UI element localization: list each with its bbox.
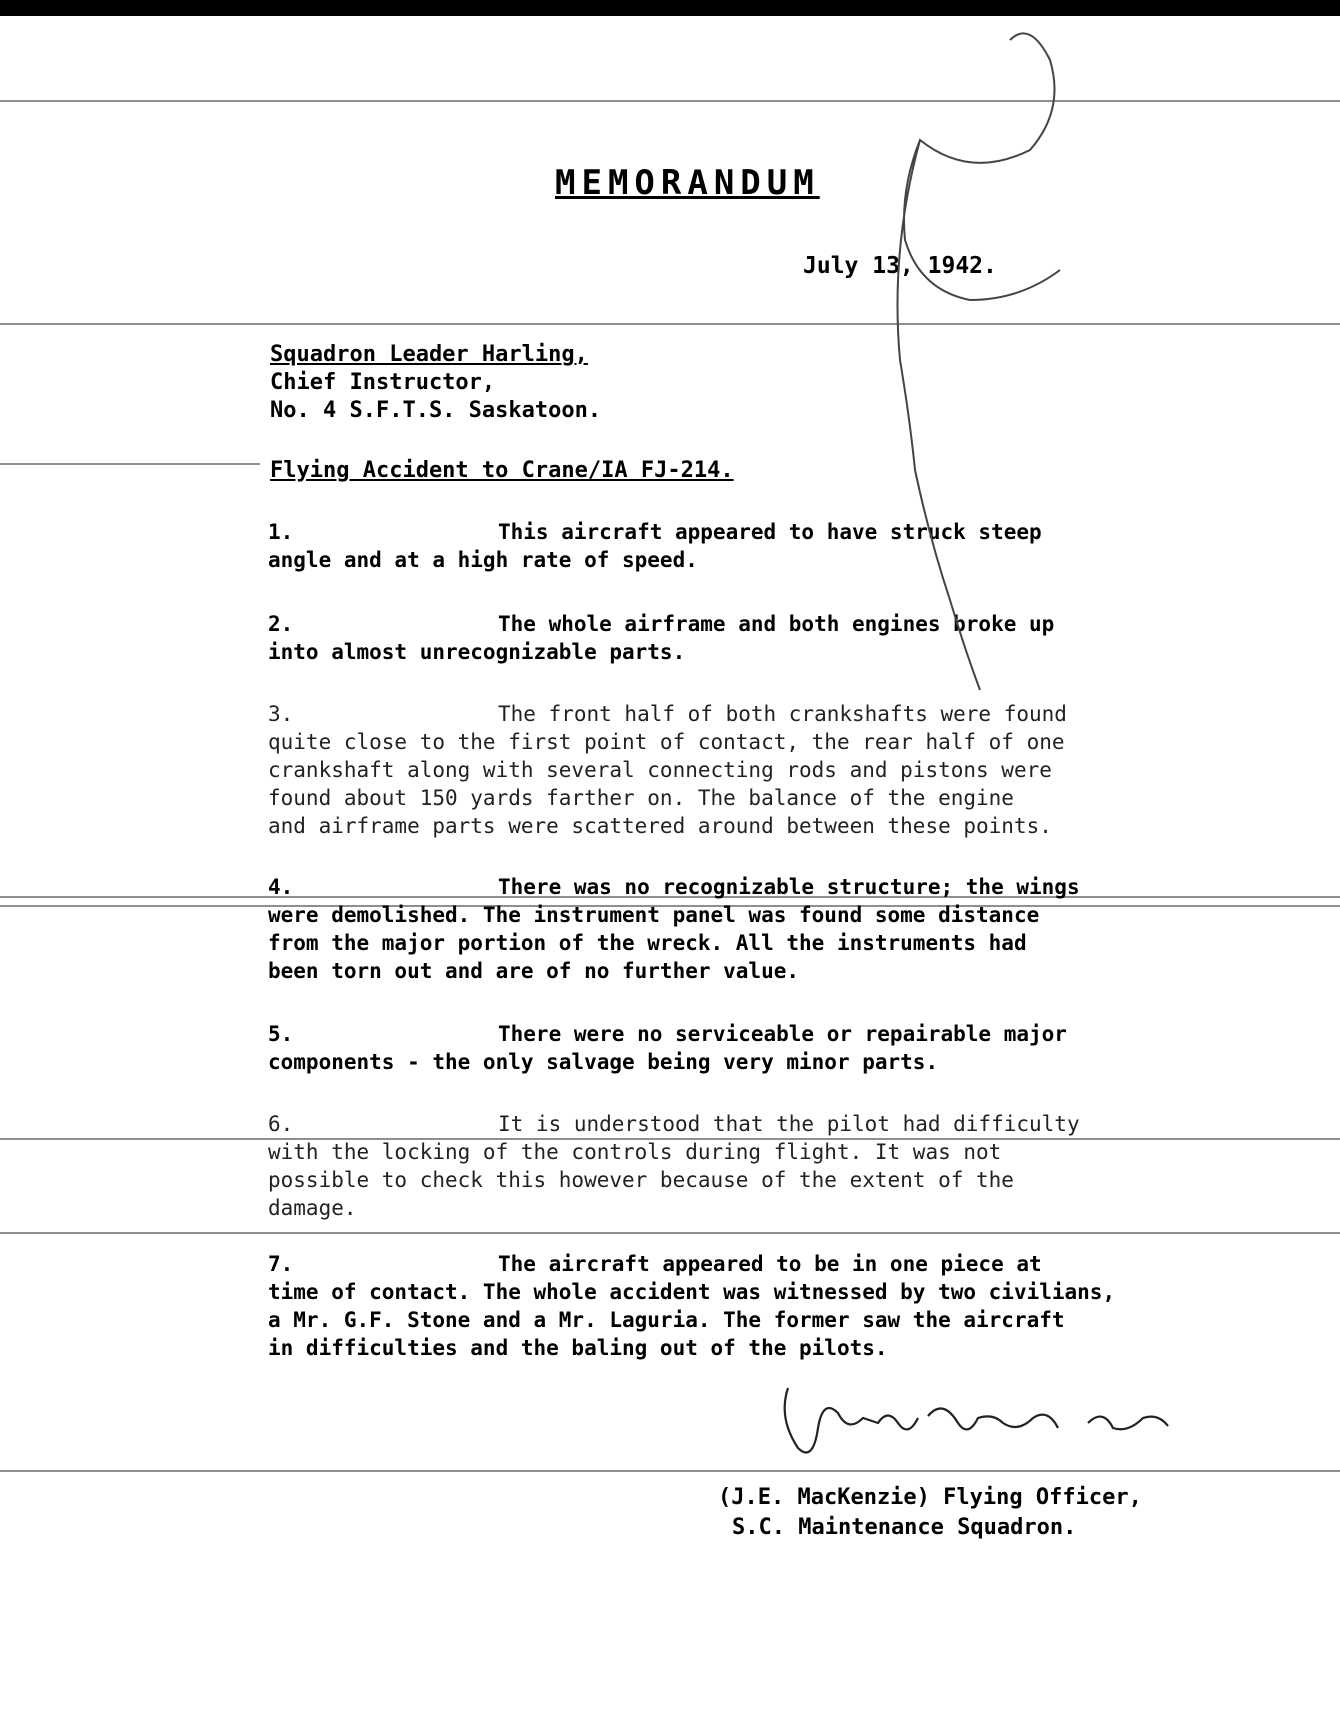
handwritten-signature bbox=[768, 1378, 1208, 1468]
scan-edge-bar bbox=[0, 0, 1340, 16]
paragraph-line: quite close to the first point of contact, the rear half of one bbox=[268, 730, 1065, 754]
memo-title: MEMORANDUM bbox=[555, 163, 820, 203]
paragraph bbox=[268, 1110, 1168, 1222]
paragraph-number: 4. bbox=[268, 875, 294, 899]
paragraph-number: 1. bbox=[268, 520, 294, 544]
paragraph bbox=[268, 1250, 1168, 1362]
paragraph-line: with the locking of the controls during flight. It was not bbox=[268, 1140, 1002, 1164]
signatory-name: (J.E. MacKenzie) Flying Officer, bbox=[718, 1485, 1142, 1510]
paragraph-line: The front half of both crankshafts were found bbox=[498, 702, 1067, 726]
paragraph-line: found about 150 yards farther on. The balance of the engine bbox=[268, 786, 1014, 810]
paragraph-line: been torn out and are of no further value. bbox=[268, 959, 800, 983]
paragraph bbox=[268, 873, 1168, 985]
paragraph-line: and airframe parts were scattered around between these points. bbox=[268, 814, 1052, 838]
paragraph-line: crankshaft along with several connecting rods and pistons were bbox=[268, 758, 1052, 782]
paragraph-line: The whole airframe and both engines broke up bbox=[498, 612, 1055, 636]
scan-artifact-line bbox=[0, 463, 260, 465]
memo-subject: Flying Accident to Crane/IA FJ-214. bbox=[270, 458, 734, 483]
paragraph-line: possible to check this however because of the extent of the bbox=[268, 1168, 1014, 1192]
paragraph-line: time of contact. The whole accident was witnessed by two civilians, bbox=[268, 1280, 1116, 1304]
paragraph-line: into almost unrecognizable parts. bbox=[268, 640, 686, 664]
addressee-title: Chief Instructor, bbox=[270, 370, 496, 395]
paragraph-number: 2. bbox=[268, 612, 294, 636]
paragraph-line: in difficulties and the baling out of the pilots. bbox=[268, 1336, 888, 1360]
paragraph-line: angle and at a high rate of speed. bbox=[268, 548, 698, 572]
paragraph-number: 3. bbox=[268, 702, 294, 726]
paragraph-number: 6. bbox=[268, 1112, 294, 1136]
paragraph-line: There were no serviceable or repairable major bbox=[498, 1022, 1067, 1046]
scan-artifact-line bbox=[0, 323, 1340, 325]
scan-artifact-line bbox=[0, 1470, 1340, 1472]
paragraph-line: damage. bbox=[268, 1196, 357, 1220]
paragraph-line: This aircraft appeared to have struck steep bbox=[498, 520, 1042, 544]
addressee-block bbox=[270, 341, 601, 425]
paragraph-line: from the major portion of the wreck. All the instruments had bbox=[268, 931, 1027, 955]
scan-artifact-line bbox=[0, 100, 1340, 102]
paragraph bbox=[268, 1020, 1168, 1076]
addressee-name: Squadron Leader Harling, bbox=[270, 342, 588, 367]
signature-block bbox=[718, 1483, 1142, 1543]
paragraph-line: components - the only salvage being very minor parts. bbox=[268, 1050, 939, 1074]
stray-pen-mark bbox=[860, 0, 1130, 780]
paragraph-line: a Mr. G.F. Stone and a Mr. Laguria. The former saw the aircraft bbox=[268, 1308, 1065, 1332]
memo-date: July 13, 1942. bbox=[803, 253, 997, 279]
scan-artifact-line bbox=[0, 1232, 1340, 1234]
paragraph-line: were demolished. The instrument panel was found some distance bbox=[268, 903, 1040, 927]
signatory-unit: S.C. Maintenance Squadron. bbox=[732, 1515, 1077, 1540]
paragraph-line: The aircraft appeared to be in one piece at bbox=[498, 1252, 1042, 1276]
paragraph-number: 7. bbox=[268, 1252, 294, 1276]
paragraph-line: There was no recognizable structure; the wings bbox=[498, 875, 1080, 899]
addressee-unit: No. 4 S.F.T.S. Saskatoon. bbox=[270, 398, 602, 423]
paragraph-number: 5. bbox=[268, 1022, 294, 1046]
paragraph-line: It is understood that the pilot had difficulty bbox=[498, 1112, 1080, 1136]
